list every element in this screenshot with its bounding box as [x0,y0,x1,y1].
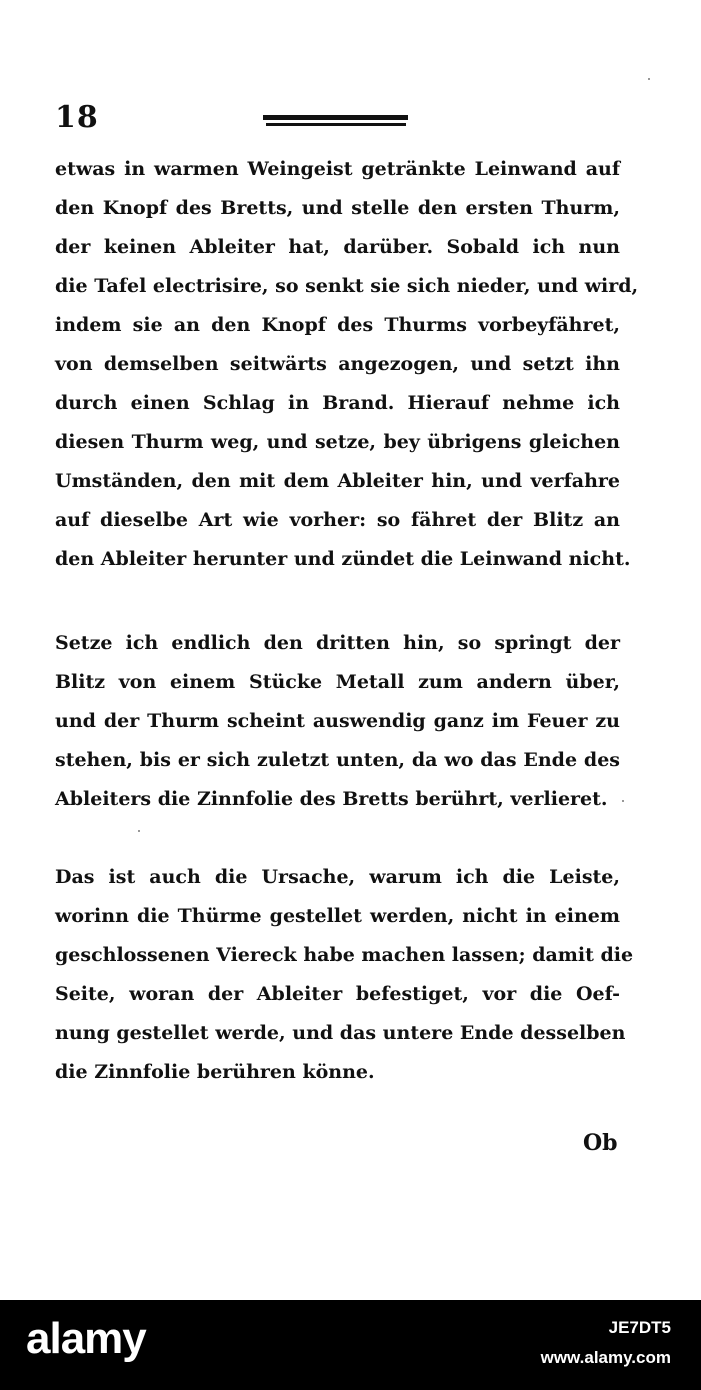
watermark-footer [0,1300,701,1390]
text-line: Seite, woran der Ableiter befestiget, vor die Oef- [55,983,620,1005]
paragraph-1 [55,150,639,579]
text-line: worinn die Thürme gestellet werden, nicht in einem [55,905,620,927]
text-line: diesen Thurm weg, und setze, bey übrigens gleichen [55,431,620,453]
text-line: die Zinnfolie berühren könne. [55,1061,375,1083]
watermark-url: www.alamy.com [540,1348,671,1367]
header-rule-thin [266,123,406,126]
text-line: Das ist auch die Ursache, warum ich die Leiste, [55,866,620,888]
text-line: Blitz von einem Stücke Metall zum andern über, [55,671,620,693]
text-line: Umständen, den mit dem Ableiter hin, und verfahre [55,470,620,492]
text-line: Ableiters die Zinnfolie des Bretts berührt, verlieret. [55,788,608,810]
page-number: 18 [55,100,99,135]
paragraph-3 [55,858,634,1092]
text-line: die Tafel electrisire, so senkt sie sich nieder, und wird, [55,275,639,297]
text-line: auf dieselbe Art wie vorher: so fähret der Blitz an [55,509,620,531]
page-speck [622,800,624,802]
image-id: JE7DT5 [608,1318,671,1337]
alamy-logo: alamy [26,1314,146,1363]
text-line: indem sie an den Knopf des Thurms vorbeyfähret, [55,314,620,336]
paragraph-2 [55,624,620,819]
text-line: der keinen Ableiter hat, darüber. Sobald ich nun [55,236,620,258]
text-line: von demselben seitwärts angezogen, und setzt ihn [55,353,620,375]
catchword: Ob [583,1130,618,1156]
text-line: etwas in warmen Weingeist getränkte Leinwand auf [55,158,620,180]
text-line: nung gestellet werde, und das untere Ende desselben [55,1022,626,1044]
text-line: den Ableiter herunter und zündet die Leinwand nicht. [55,548,631,570]
text-line: durch einen Schlag in Brand. Hierauf nehme ich [55,392,620,414]
text-line: den Knopf des Bretts, und stelle den ersten Thurm, [55,197,620,219]
page-speck [648,78,650,80]
text-line: Setze ich endlich den dritten hin, so springt der [55,632,620,654]
text-line: geschlossenen Viereck habe machen lassen; damit die [55,944,634,966]
text-line: stehen, bis er sich zuletzt unten, da wo das Ende des [55,749,620,771]
header-rule [263,115,408,120]
text-line: und der Thurm scheint auswendig ganz im Feuer zu [55,710,620,732]
page-speck [138,830,140,832]
